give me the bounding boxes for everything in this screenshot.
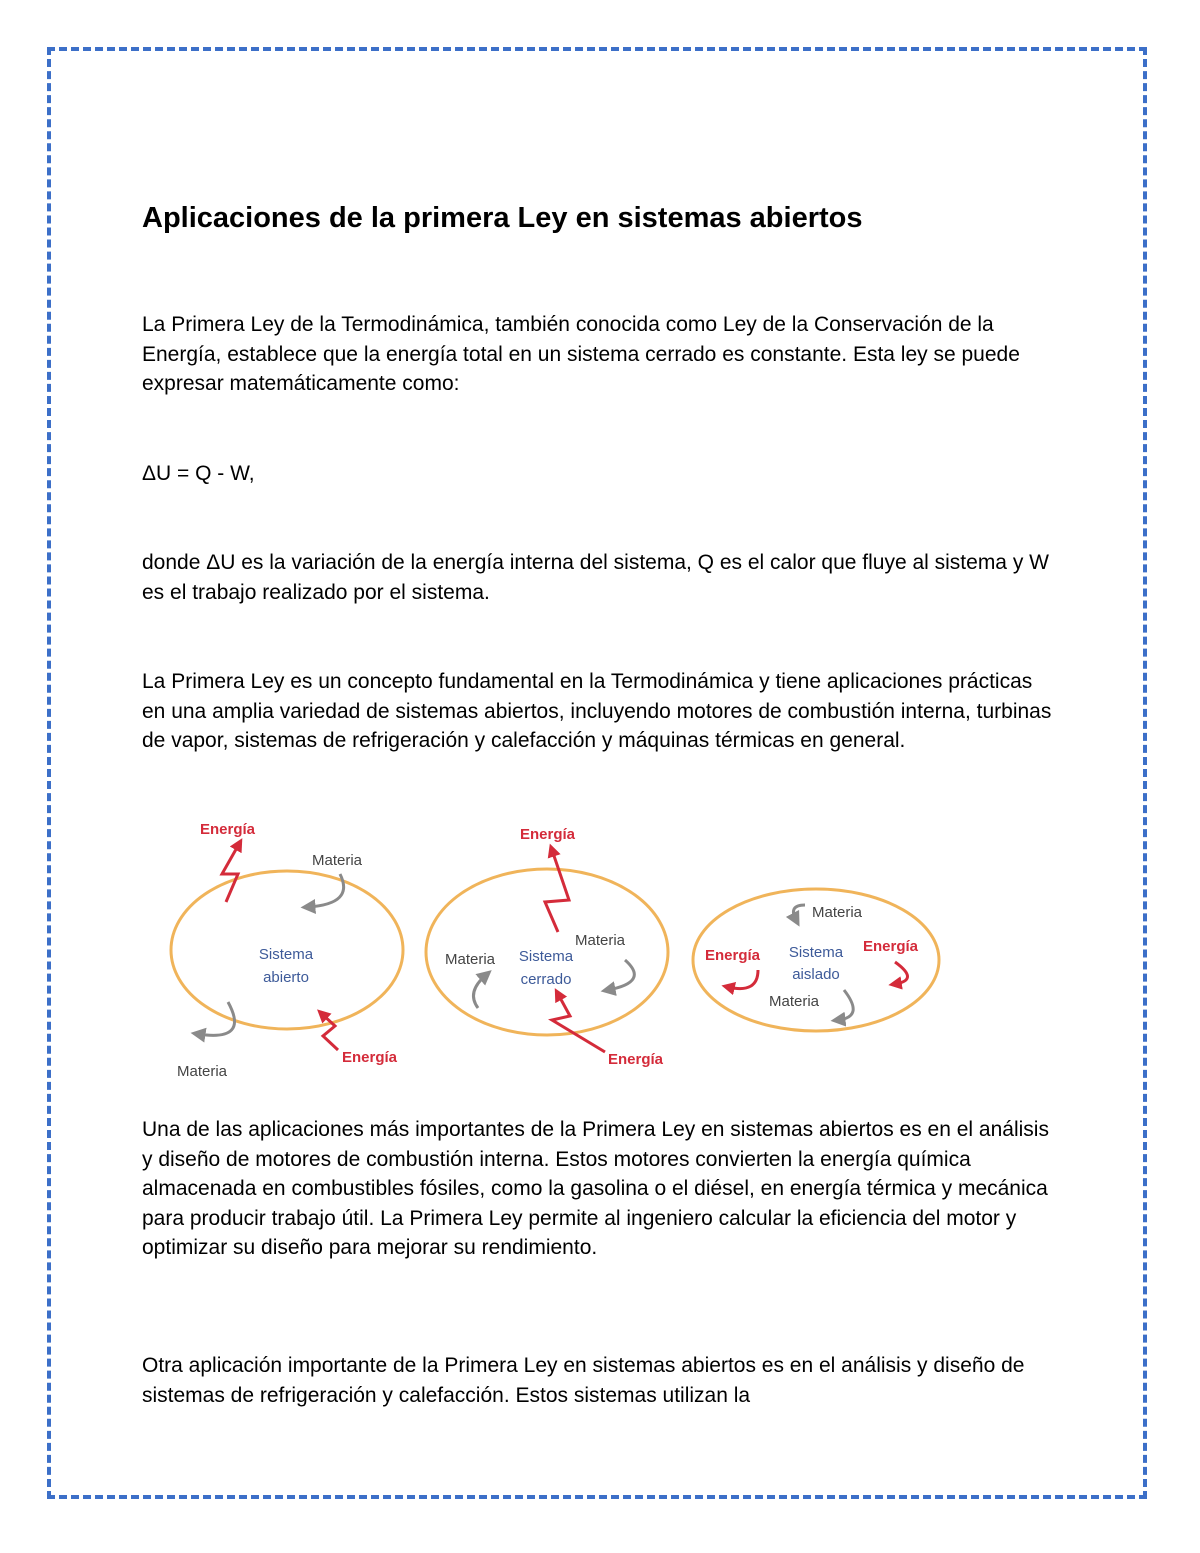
isolated-energy-right-label: Energía [863, 938, 919, 955]
isolated-energy-left-label: Energía [705, 947, 761, 964]
closed-energy-out-arrow [545, 850, 569, 932]
closed-energy-in-arrow [552, 994, 605, 1052]
closed-matter-right-arrow [608, 960, 634, 990]
page-border [47, 47, 1147, 1499]
closed-energy-bottom-label: Energía [608, 1051, 664, 1068]
isolated-energy-right-arrow [895, 962, 908, 984]
open-system-label-2: abierto [263, 969, 309, 986]
closed-system-label-2: cerrado [520, 971, 572, 988]
closed-energy-top-label: Energía [520, 826, 576, 843]
open-energy-bottom-label: Energía [342, 1049, 398, 1066]
isolated-system-label-1: Sistema [788, 944, 844, 961]
isolated-matter-bottom-label: Materia [769, 993, 820, 1010]
closed-matter-left-label: Materia [445, 951, 496, 968]
open-system-label-1: Sistema [258, 946, 314, 963]
open-system [171, 821, 403, 1080]
closed-matter-right-label: Materia [575, 932, 626, 949]
applications-paragraph: La Primera Ley es un concepto fundamental en la Termodinámica y tiene aplicaciones prácticas en una amplia variedad de sistemas abiertos, incluyendo motores de combustión interna, turbinas de vapor, sistemas de refrigeración y calefacción y máquinas térmicas en general. [142, 670, 1052, 752]
closed-system-label-1: Sistema [518, 948, 574, 965]
refrigeration-paragraph: Otra aplicación importante de la Primera Ley en sistemas abiertos es en el análisis y diseño de sistemas de refrigeración y calefacción. Estos sistemas utilizan la [142, 1354, 1025, 1407]
definition-paragraph: donde ΔU es la variación de la energía interna del sistema, Q es el calor que fluye al sistema y W es el trabajo realizado por el sistema. [142, 551, 1049, 604]
thermodynamic-systems-diagram [160, 812, 950, 1087]
open-energy-top-label: Energía [200, 821, 256, 838]
closed-system [426, 826, 668, 1068]
isolated-system-label-2: aislado [792, 966, 840, 983]
energy-out-arrow [222, 844, 239, 902]
open-matter-bottom-label: Materia [177, 1063, 228, 1080]
open-matter-top-label: Materia [312, 852, 363, 869]
first-law-formula: ΔU = Q - W, [142, 462, 255, 485]
isolated-system [693, 889, 939, 1031]
engines-paragraph: Una de las aplicaciones más importantes de la Primera Ley en sistemas abiertos es en el análisis y diseño de motores de combustión interna. Estos motores convierten la energía química almacenada en combustibles fósiles, como la gasolina o el diésel, en energía térmica y mecánica para producir trabajo útil. La Primera Ley permite al ingeniero calcular la eficiencia del motor y optimizar su diseño para mejorar su rendimiento. [142, 1118, 1049, 1259]
closed-matter-left-arrow [474, 975, 487, 1008]
intro-paragraph: La Primera Ley de la Termodinámica, también conocida como Ley de la Conservación de la Energía, establece que la energía total en un sistema cerrado es constante. Esta ley se puede expresar matemáticamente como: [142, 313, 1020, 395]
isolated-energy-left-arrow [728, 970, 758, 989]
page-title: Aplicaciones de la primera Ley en sistemas abiertos [142, 202, 863, 234]
isolated-matter-bottom-arrow [838, 990, 853, 1020]
energy-in-arrow [322, 1014, 338, 1050]
isolated-matter-top-label: Materia [812, 904, 863, 921]
isolated-matter-top-arrow [793, 905, 805, 920]
